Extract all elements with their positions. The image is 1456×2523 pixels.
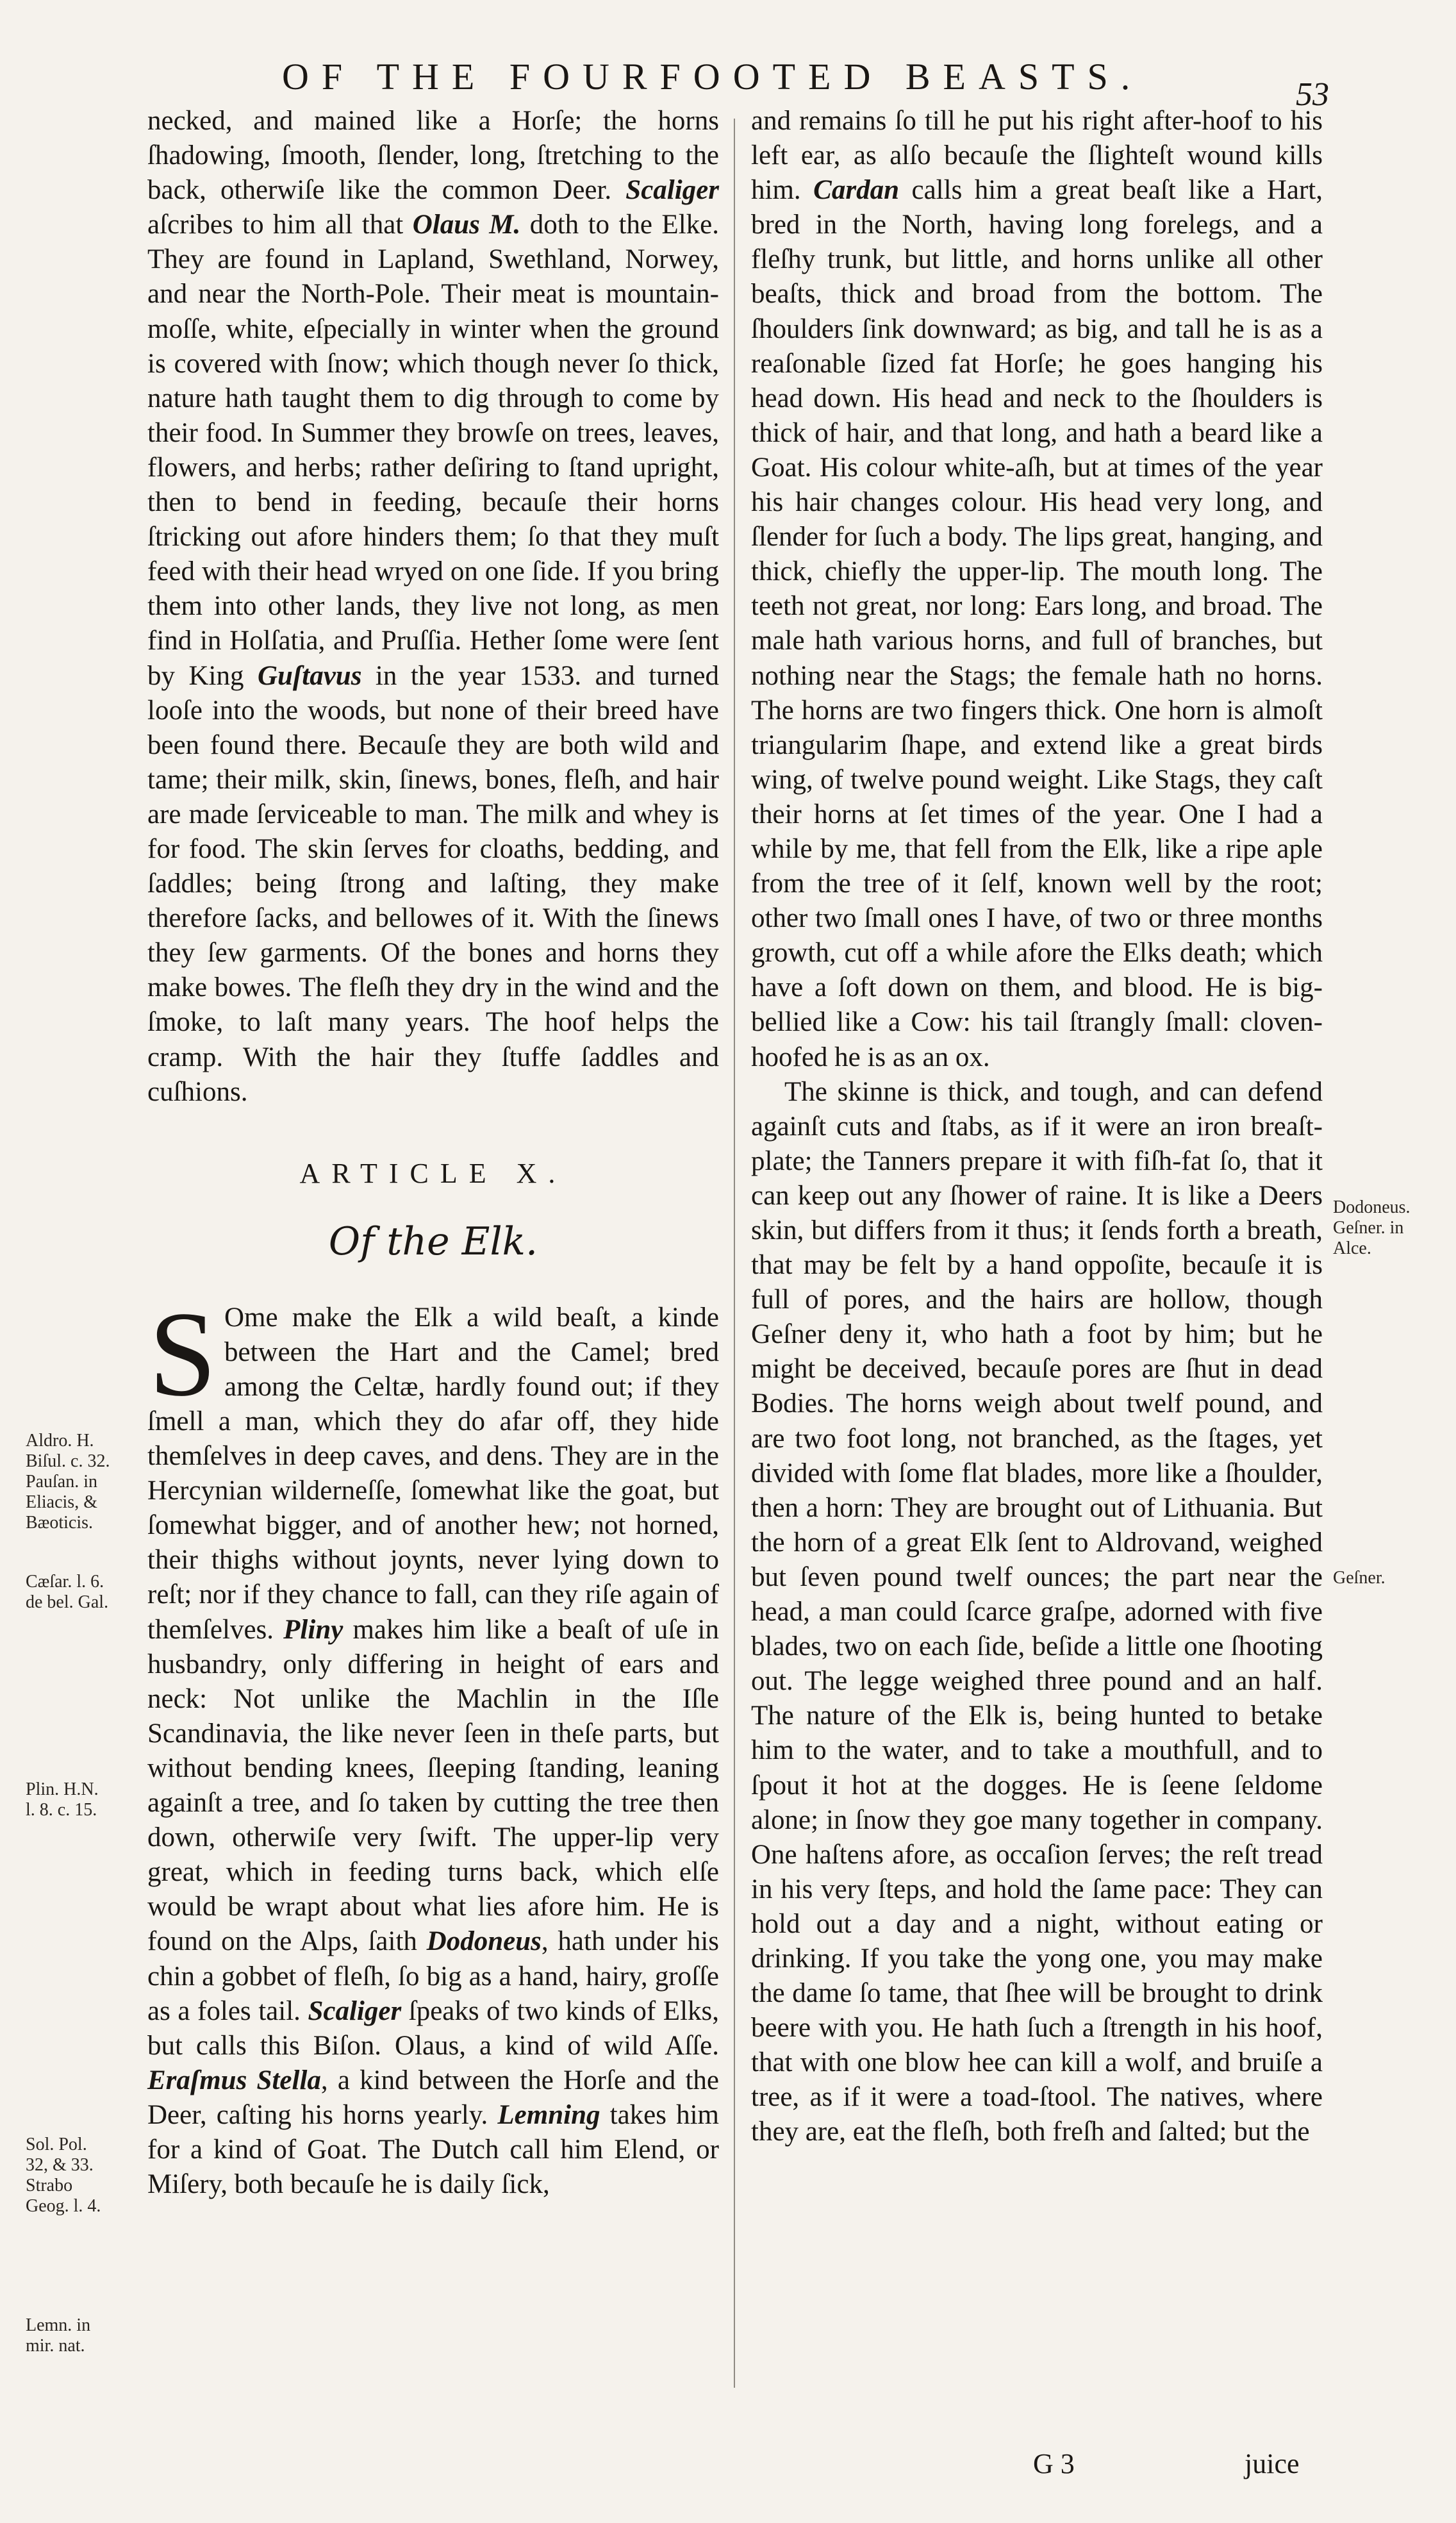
scaliger-name-2: Scaliger bbox=[308, 1995, 402, 2026]
lemning-name: Lemning bbox=[497, 2099, 600, 2130]
margin-note-sol: Sol. Pol. 32, & 33. Strabo Geog. l. 4. bbox=[26, 2135, 101, 2216]
margin-note-lemn: Lemn. in mir. nat. bbox=[26, 2315, 91, 2356]
gustavus-name: Guſtavus bbox=[257, 660, 362, 691]
catchword: juice bbox=[1245, 2448, 1300, 2479]
olaus-name: Olaus M. bbox=[412, 210, 521, 240]
left-paragraph-2: S Ome make the Elk a wild beaſt, a kinde between the Hart and the Camel; bred among the Celtæ, hardly found out; if they ſmell a man, which they do afar off, they hide themſelves in deep caves, and dens. They are in the Hercynian wilderneſſe, ſomewhat like the goat, but ſomewhat bigger, and of another hew; not horned, their thighs without joynts, never lying down to reſt; nor if they chance to fall, can they riſe again of themſelves. Pliny makes him like a beaſt of uſe in husbandry, only differing in height of ears and neck: Not unlike the Machlin in the Iſle Scandinavia, the like never ſeen in theſe parts, but without bending knees, ſleeping ſtanding, leaning againſt a tree, and ſo taken by cutting the tree then down, otherwiſe very ſwift. The upper-lip very great, which in feeding turns back, which elſe would be wrapt about what lies afore him. He is found on the Alps, ſaith Dodoneus, hath under his chin a gobbet of fleſh, ſo big as a hand, hairy, groſſe as a foles tail. Scaliger ſpeaks of two kinds of Elks, but calls this Biſon. Olaus, a kind of wild Aſſe. Eraſmus Stella, a kind between the Horſe and the Deer, caſting his horns yearly. Lemning takes him for a kind of Goat. The Dutch call him Elend, or Miſery, both becauſe he is daily ſick, bbox=[147, 1286, 720, 2200]
right-column bbox=[751, 104, 1323, 2150]
right-paragraph-2: The skinne is thick, and tough, and can defend againſt cuts and ſtabs, as if it were an iron breaſt-plate; the Tanners prepare it with fiſh-fat ſo, that it can keep out any ſhower of raine. It is like a Deers skin, but differs from it thus; it ſends forth a breath, that may be felt by a hand oppoſite, becauſe it is full of pores, and the hairs are hollow, though Geſner deny it, who hath a foot by him; but he might be deceived, becauſe pores are ſhut in dead Bodies. The horns weigh about twelf pound, and are two foot long, not branched, as the ſtages, yet divided with ſome flat blades, more like a ſhoulder, then a horn: They are brought out of Lithuania. But the horn of a great Elk ſent to Aldrovand, weighed but ſeven pound twelf ounces; the part near the head, a man could ſcarce graſpe, adorned with five blades, two on each ſide, beſide a little one ſhooting out. The legge weighed three pound and an half. The nature of the Elk is, being hunted to betake him to the water, and to take a mouthfull, and to ſpout it hot at the dogges. He is ſeene ſeldome alone; in ſnow they goe many together in company. One haſtens afore, as occaſion ſerves; the reſt tread in his very ſteps, and hold the ſame pace: They can hold out a day and a night, without eating or drinking. If you take the yong one, you may make the dame ſo tame, that ſhee will be brought to drink beere with you. He hath ſuch a ſtrength in his hoof, that with one blow hee can kill a wolf, and bruiſe a tree, as if it were a toad-ſtool. The natives, where they are, eat the fleſh, both freſh and ſalted; but the bbox=[751, 1076, 1323, 2147]
running-head: OF THE FOURFOOTED BEASTS. bbox=[282, 56, 1143, 97]
margin-note-caesar: Cæſar. l. 6. de bel. Gal. bbox=[26, 1572, 109, 1612]
scaliger-name: Scaliger bbox=[625, 175, 719, 206]
pliny-name: Pliny bbox=[283, 1614, 343, 1645]
signature-mark: G 3 bbox=[1033, 2448, 1075, 2479]
column-divider bbox=[734, 119, 735, 2388]
page-number: 53 bbox=[1296, 76, 1329, 113]
drop-cap: S bbox=[149, 1286, 217, 1422]
right-paragraph-1: and remains ſo till he put his right after-hoof to his left ear, as alſo becauſe the ſlighteſt wound kills him. Cardan calls him a great beaſt like a Hart, bred in the North, having long forelegs, and a fleſhy trunk, but little, and horns unlike all other beaſts, thick and broad from the bottom. The ſhoulders ſink downward; as big, and tall he is as a reaſonable ſized fat Horſe; he goes hanging his head down. His head and neck to the ſhoulders is thick of hair, and that long, and hath a beard like a Goat. His colour white-aſh, but at times of the year his hair changes colour. His head very long, and ſlender for ſuch a body. The lips great, hanging, and thick, chiefly the upper-lip. The mouth long. The teeth not great, nor long: Ears long, and broad. The male hath various horns, and full of branches, but nothing near the Stags; the female hath no horns. The horns are two fingers thick. One horn is almoſt triangularim ſhape, and extend like a great birds wing, of twelve pound weight. Like Stags, they caſt their horns at ſet times of the year. One I had a while by me, that fell from the Elk, like a ripe aple from the tree of it ſelf, known well by the root; other two ſmall ones I have, of two or three months growth, cut off a while afore the Elks death; which have a ſoft down on them, and blood. He is big-bellied like a Cow: his tail ſtrangly ſmall: cloven-hoofed he is as an ox. bbox=[751, 106, 1323, 1072]
margin-note-plin: Plin. H.N. l. 8. c. 15. bbox=[26, 1779, 99, 1820]
cardan-name: Cardan bbox=[813, 175, 899, 206]
dodoneus-name: Dodoneus bbox=[426, 1926, 542, 1957]
erasmus-name: Eraſmus Stella bbox=[147, 2065, 321, 2095]
left-paragraph-1: necked, and mained like a Horſe; the horns ſhadowing, ſmooth, ſlender, long, ſtretching to the back, otherwiſe like the common Deer. Scaliger aſcribes to him all that Olaus M. doth to the Elke. They are found in Lapland, Swethland, Norwey, and near the North-Pole. Their meat is mountain-moſſe, white, eſpecially in winter when the ground is covered with ſnow; which though never ſo thick, nature hath taught them to dig through to come by their food. In Summer they browſe on trees, leaves, flowers, and herbs; rather deſiring to ſtand upright, then to bend in feeding, becauſe their horns ſtricking out afore hinders them; ſo that they muſt feed with their head wryed on one ſide. If you bring them into other lands, they live not long, as men find in Holſatia, and Pruſſia. Hether ſome were ſent by King Guſtavus in the year 1533. and turned looſe into the woods, but none of their breed have been found there. Becauſe they are both wild and tame; their milk, skin, ſinews, bones, fleſh, and hair are made ſerviceable to man. The milk and whey is for food. The skin ſerves for cloaths, bedding, and ſaddles; being ſtrong and laſting, they make therefore ſacks, and bellowes of it. With the ſinews they ſew garments. Of the bones and horns they make bowes. The fleſh they dry in the wind and the ſmoke, to laſt many years. The hoof helps the cramp. With the hair they ſtuffe ſaddles and cuſhions. bbox=[147, 106, 719, 1107]
margin-note-gesner: Geſner. bbox=[1333, 1568, 1386, 1588]
left-column bbox=[147, 104, 719, 2202]
margin-note-dodoneus: Dodoneus. Geſner. in Alce. bbox=[1333, 1197, 1410, 1258]
article-title: Of the Elk. bbox=[328, 1219, 538, 1264]
article-heading: ARTICLE X. bbox=[299, 1157, 567, 1189]
margin-note-aldro: Aldro. H. Biſul. c. 32. Pauſan. in Eliacis, & Bæoticis. bbox=[26, 1431, 110, 1533]
